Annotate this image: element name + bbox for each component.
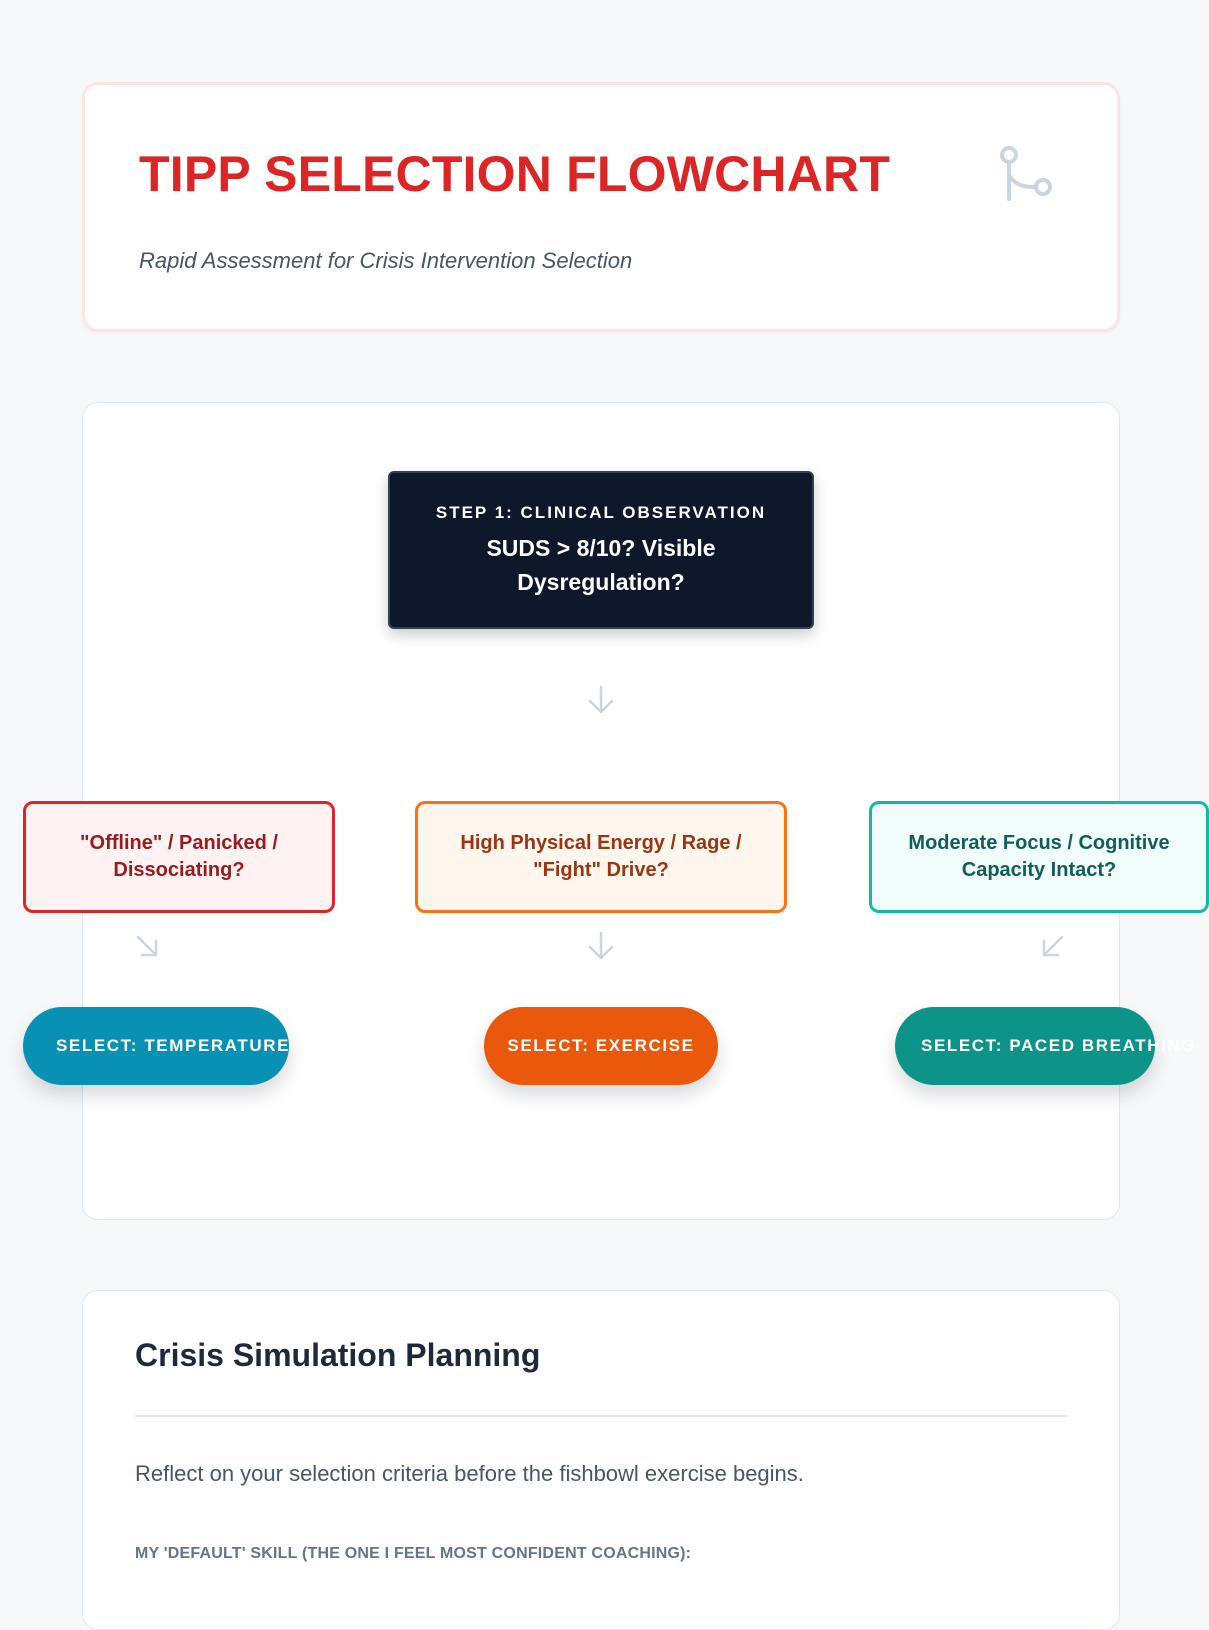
pill-label: SELECT: EXERCISE bbox=[507, 1036, 695, 1055]
criteria-box-focus bbox=[869, 801, 1209, 913]
select-exercise-button[interactable] bbox=[484, 1007, 718, 1085]
header-card bbox=[82, 82, 1120, 332]
flow-branch-icon bbox=[995, 143, 1059, 207]
step-question: SUDS > 8/10? Visible Dysregulation? bbox=[486, 535, 716, 595]
pill-label: SELECT: TEMPERATURE bbox=[55, 1036, 291, 1055]
criteria-box-dissociation bbox=[23, 801, 335, 913]
criteria-box-energy bbox=[415, 801, 787, 913]
arrow-down-left-icon bbox=[1036, 929, 1070, 963]
step-1-node bbox=[388, 471, 814, 629]
criteria-text: High Physical Energy / Rage / "Fight" Drive? bbox=[460, 832, 742, 881]
section-title: Crisis Simulation Planning bbox=[135, 1337, 541, 1373]
arrow-down-right-icon bbox=[130, 929, 164, 963]
default-skill-label: MY 'DEFAULT' SKILL (THE ONE I FEEL MOST CONFIDENT COACHING): bbox=[135, 1545, 692, 1562]
divider bbox=[135, 1415, 1067, 1417]
section-description: Reflect on your selection criteria before the fishbowl exercise begins. bbox=[135, 1461, 804, 1486]
criteria-text: Moderate Focus / Cognitive Capacity Intact? bbox=[908, 832, 1170, 881]
arrow-down-icon bbox=[584, 929, 618, 963]
step-label: STEP 1: CLINICAL OBSERVATION bbox=[435, 503, 767, 522]
arrow-down-icon bbox=[584, 683, 618, 717]
pill-label: SELECT: PACED BREATHING bbox=[921, 1036, 1197, 1055]
page-subtitle: Rapid Assessment for Crisis Intervention Selection bbox=[139, 248, 633, 273]
select-temperature-button[interactable] bbox=[23, 1007, 289, 1085]
select-paced-breathing-button[interactable] bbox=[895, 1007, 1197, 1085]
flowchart-card bbox=[55, 402, 1197, 1220]
criteria-text: "Offline" / Panicked / Dissociating? bbox=[80, 832, 278, 881]
planning-card bbox=[82, 1290, 1120, 1630]
page-title: TIPP SELECTION FLOWCHART bbox=[139, 146, 891, 202]
